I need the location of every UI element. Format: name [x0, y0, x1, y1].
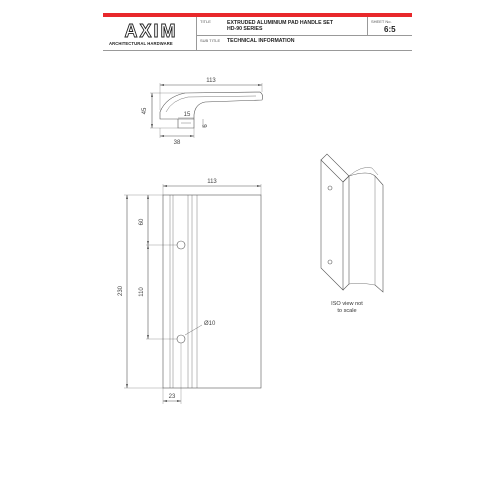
iso-note-line-1: ISO view not [331, 301, 363, 307]
hole-spacing-label: 110 [139, 287, 145, 297]
subtitle: TECHNICAL INFORMATION [227, 38, 295, 44]
iso-view [321, 154, 383, 292]
iso-handle-lip [349, 176, 375, 285]
title-label: TITLE [200, 19, 211, 24]
side-step-height-label: 6 [203, 124, 209, 128]
fixing-hole-bottom [177, 335, 185, 343]
hole-diameter-label: Ø10 [204, 321, 216, 327]
sheet-label: SHEET No. [371, 19, 392, 24]
hole-diameter-leader [185, 325, 202, 335]
iso-hole-bottom [328, 260, 332, 264]
side-base-label: 38 [173, 140, 181, 146]
title-line-1: EXTRUDED ALUMINIUM PAD HANDLE SET [227, 20, 334, 26]
front-plate-outline [163, 195, 261, 388]
iso-plate-side [343, 176, 349, 290]
hole-offset-label: 23 [168, 394, 176, 400]
total-height-label: 230 [118, 285, 124, 297]
brand-wordmark: AXIM [124, 22, 178, 40]
iso-plate-top [321, 154, 349, 182]
iso-note-line-2: to scale [337, 308, 357, 314]
hole-top-label: 60 [139, 218, 145, 226]
title-line-2: HD-90 SERIES [227, 26, 263, 32]
handle-foot [178, 119, 194, 128]
iso-plate-front [321, 160, 343, 290]
iso-view-note [322, 301, 372, 315]
fixing-hole-top [177, 241, 185, 249]
iso-handle-top [349, 173, 383, 292]
sheet-number: 6:5 [384, 25, 396, 34]
front-width-label: 113 [207, 179, 217, 185]
handle-profile-inner [166, 96, 256, 112]
side-height-label: 45 [142, 107, 148, 115]
iso-hole-top [328, 186, 332, 190]
side-view [150, 83, 263, 138]
brand-tagline: ARCHITECTURAL HARDWARE [109, 41, 173, 46]
side-step-label: 15 [183, 112, 191, 118]
side-width-label: 113 [206, 78, 216, 84]
subtitle-label: SUB TITLE [200, 38, 221, 43]
